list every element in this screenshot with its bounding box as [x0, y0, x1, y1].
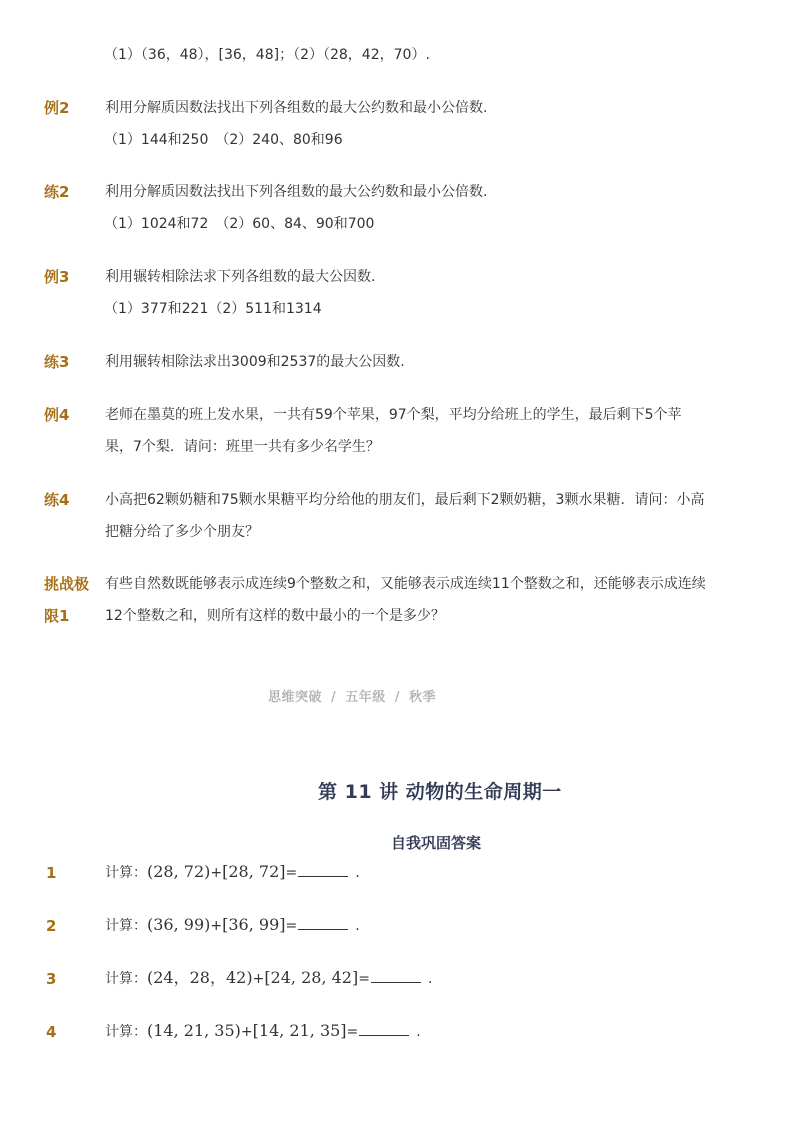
exercise-prefix: 计算： — [105, 865, 147, 881]
gcd-expression: (14, 21, 35) — [147, 1021, 241, 1040]
gcd-expression: (24，28，42) — [147, 968, 253, 987]
footer-separator: / — [331, 690, 337, 705]
problem-text-line: 果，7个梨．请问：班里一共有多少名学生？ — [105, 439, 380, 455]
footer-series: 思维突破 — [268, 690, 323, 705]
equals-sign: = — [285, 865, 298, 881]
period: . — [355, 865, 360, 881]
exercise-line — [105, 862, 360, 883]
problem-label: 例3 — [44, 268, 70, 286]
section-title: 自我巩固答案 — [391, 834, 482, 852]
exercise-number: 2 — [46, 917, 57, 935]
answer-blank — [359, 1021, 409, 1036]
plus-sign: + — [252, 971, 265, 987]
answer-blank — [371, 968, 421, 983]
exercise-number: 3 — [46, 970, 57, 988]
footer-grade: 五年级 — [345, 690, 386, 705]
exercise-number: 1 — [46, 864, 57, 882]
problem-text-line: （1）144和250 （2）240、80和96 — [104, 132, 343, 148]
exercise-line — [105, 1021, 421, 1042]
gcd-expression: (28, 72) — [147, 862, 211, 881]
exercise-prefix: 计算： — [105, 1024, 147, 1040]
footer-separator: / — [394, 690, 401, 705]
lcm-expression: [28, 72] — [222, 862, 286, 881]
exercise-number: 4 — [46, 1023, 57, 1041]
problem-label: 练4 — [44, 491, 70, 509]
problem-label: 练3 — [44, 353, 70, 371]
page-footer — [268, 686, 436, 705]
equals-sign: = — [358, 971, 370, 987]
problem-text-line: 小高把62颗奶糖和75颗水果糖平均分给他的朋友们，最后剩下2颗奶糖，3颗水果糖．请问：小高 — [105, 492, 705, 508]
answer-blank — [298, 862, 348, 877]
footer-term: 秋季 — [409, 690, 437, 705]
problem-text-line: 有些自然数既能够表示成连续9个整数之和，又能够表示成连续11个整数之和，还能够表示成连续 — [105, 576, 706, 592]
problem-text-line: 利用辗转相除法求出3009和2537的最大公因数. — [105, 354, 405, 370]
equals-sign: = — [285, 918, 298, 934]
period: . — [416, 1024, 421, 1040]
problem-text-line: 老师在墨莫的班上发水果，一共有59个苹果，97个梨，平均分给班上的学生，最后剩下5个苹 — [105, 407, 682, 423]
gcd-expression: (36, 99) — [147, 915, 211, 934]
plus-sign: + — [210, 865, 223, 881]
lcm-expression: [14, 21, 35] — [252, 1021, 347, 1040]
problem-label: 练2 — [44, 183, 70, 201]
problem-text-line: 把糖分给了多少个朋友？ — [105, 524, 259, 540]
problem-label: 例4 — [44, 406, 70, 424]
exercise-line — [105, 968, 432, 989]
answer-blank — [298, 915, 348, 930]
lcm-expression: [24, 28, 42] — [264, 968, 359, 987]
problem-label: 限1 — [44, 607, 70, 625]
period: . — [355, 918, 360, 934]
exercise-line — [105, 915, 360, 936]
equals-sign: = — [346, 1024, 359, 1040]
problem-text-line: 利用辗转相除法求下列各组数的最大公因数. — [105, 269, 376, 285]
plus-sign: + — [210, 918, 223, 934]
plus-sign: + — [240, 1024, 253, 1040]
period: . — [427, 971, 433, 987]
exercise-prefix: 计算： — [105, 971, 147, 987]
answer-continuation-line: （1）（36，48），[36，48]；（2）（28，42，70）. — [104, 47, 430, 63]
lecture-title: 第 11 讲 动物的生命周期一 — [318, 781, 562, 803]
problem-text-line: 利用分解质因数法找出下列各组数的最大公约数和最小公倍数. — [105, 100, 488, 116]
problem-label: 例2 — [44, 99, 70, 117]
problem-text-line: （1）377和221（2）511和1314 — [104, 301, 322, 317]
problem-text-line: 利用分解质因数法找出下列各组数的最大公约数和最小公倍数. — [105, 184, 488, 200]
problem-text-line: 12个整数之和，则所有这样的数中最小的一个是多少？ — [105, 608, 445, 624]
problem-label: 挑战极 — [44, 575, 90, 593]
exercise-prefix: 计算： — [105, 918, 147, 934]
lcm-expression: [36, 99] — [222, 915, 286, 934]
problem-text-line: （1）1024和72 （2）60、84、90和700 — [104, 216, 375, 232]
